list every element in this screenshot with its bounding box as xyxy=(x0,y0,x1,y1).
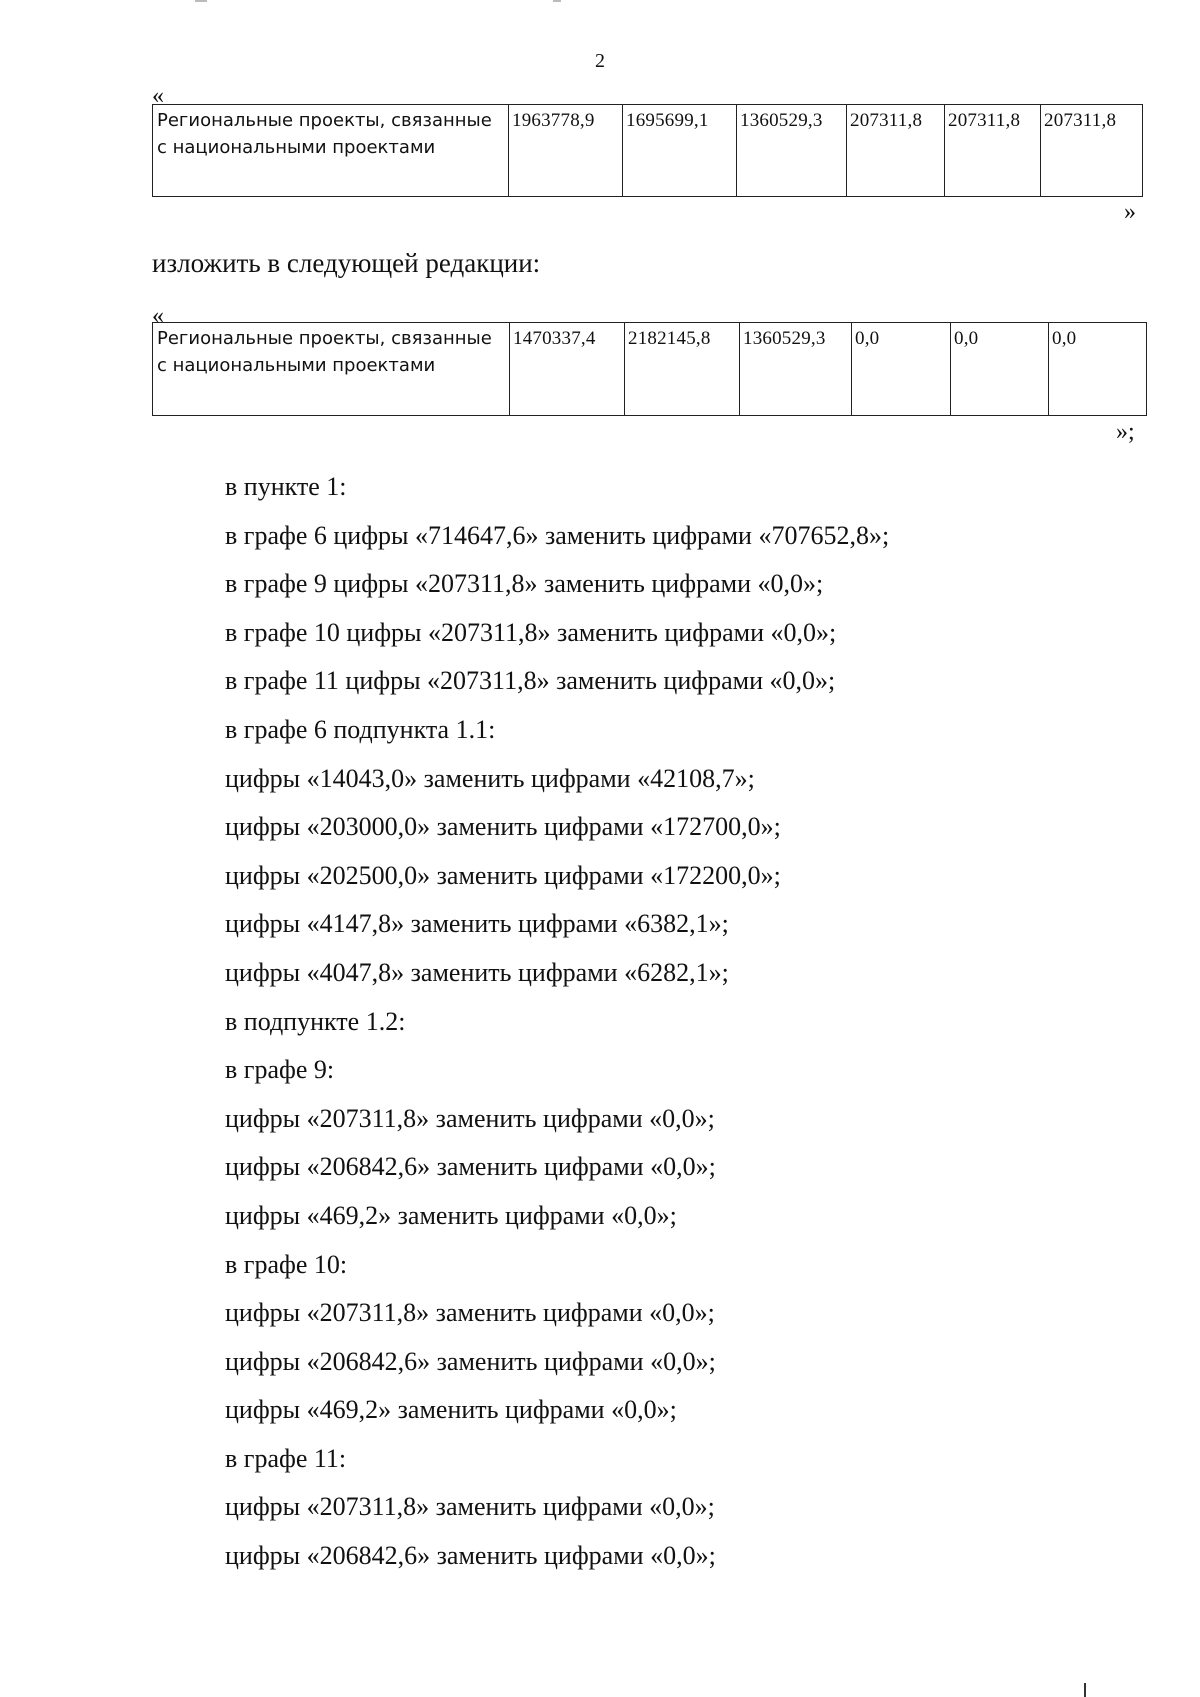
instruction-line: в графе 11: xyxy=(225,1443,347,1473)
scan-artifact xyxy=(553,0,561,2)
table-row xyxy=(153,323,1147,416)
table-close-quote: » xyxy=(1124,199,1136,225)
instruction-line: в графе 9 цифры «207311,8» заменить цифрами «0,0»; xyxy=(225,569,824,599)
table-cell: 1360529,3 xyxy=(737,105,847,197)
page-number: 2 xyxy=(595,50,605,72)
table-cell: 0,0 xyxy=(951,323,1049,416)
instruction-line: цифры «4147,8» заменить цифрами «6382,1»; xyxy=(225,909,729,939)
table-cell: 2182145,8 xyxy=(625,323,740,416)
instruction-line: цифры «206842,6» заменить цифрами «0,0»; xyxy=(225,1541,716,1571)
amendment-instructions xyxy=(225,463,889,1581)
instruction-line: в пункте 1: xyxy=(225,472,347,501)
instruction-line: в графе 10: xyxy=(225,1249,348,1279)
table-cell: 0,0 xyxy=(852,323,951,416)
instruction-line: цифры «207311,8» заменить цифрами «0,0»; xyxy=(225,1492,715,1522)
instruction-line: в графе 11 цифры «207311,8» заменить цифрами «0,0»; xyxy=(225,666,836,696)
instruction-line: в подпункте 1.2: xyxy=(225,1006,406,1036)
table-cell: 1695699,1 xyxy=(623,105,737,197)
table-close-quote: »; xyxy=(1116,419,1135,445)
instruction-line: в графе 9: xyxy=(225,1055,335,1085)
table-cell: 0,0 xyxy=(1049,323,1147,416)
table-open-quote: « xyxy=(152,303,164,329)
instruction-line: в графе 10 цифры «207311,8» заменить цифрами «0,0»; xyxy=(225,617,837,647)
instruction-line: цифры «206842,6» заменить цифрами «0,0»; xyxy=(225,1346,716,1376)
instruction-line: цифры «202500,0» заменить цифрами «172200,0»; xyxy=(225,860,781,890)
table-cell: 207311,8 xyxy=(945,105,1041,197)
instruction-line: цифры «207311,8» заменить цифрами «0,0»; xyxy=(225,1298,715,1328)
row-label: Региональные проекты, связанные с национальными проектами xyxy=(153,323,510,416)
row-label: Региональные проекты, связанные с национальными проектами xyxy=(153,105,509,197)
table-cell: 207311,8 xyxy=(1041,105,1143,197)
instruction-line: цифры «469,2» заменить цифрами «0,0»; xyxy=(225,1395,677,1425)
instruction-line: цифры «203000,0» заменить цифрами «172700,0»; xyxy=(225,812,781,842)
instruction-line: цифры «4047,8» заменить цифрами «6282,1»; xyxy=(225,957,729,987)
instruction-line: цифры «206842,6» заменить цифрами «0,0»; xyxy=(225,1152,716,1182)
old-values-table xyxy=(152,104,1143,197)
scan-artifact xyxy=(195,0,207,2)
new-values-table xyxy=(152,322,1147,416)
table-cell: 1360529,3 xyxy=(740,323,852,416)
instruction-line: цифры «14043,0» заменить цифрами «42108,7»; xyxy=(225,763,755,793)
table-cell: 207311,8 xyxy=(847,105,945,197)
table-cell: 1470337,4 xyxy=(510,323,625,416)
scan-edge-mark xyxy=(1084,1683,1086,1697)
intro-text: изложить в следующей редакции: xyxy=(152,248,541,278)
instruction-line: цифры «469,2» заменить цифрами «0,0»; xyxy=(225,1200,677,1230)
table-cell: 1963778,9 xyxy=(509,105,623,197)
table-row xyxy=(153,105,1143,197)
instruction-line: в графе 6 подпункта 1.1: xyxy=(225,714,496,744)
instruction-line: цифры «207311,8» заменить цифрами «0,0»; xyxy=(225,1103,715,1133)
table-open-quote: « xyxy=(152,83,164,109)
instruction-line: в графе 6 цифры «714647,6» заменить цифрами «707652,8»; xyxy=(225,520,890,550)
